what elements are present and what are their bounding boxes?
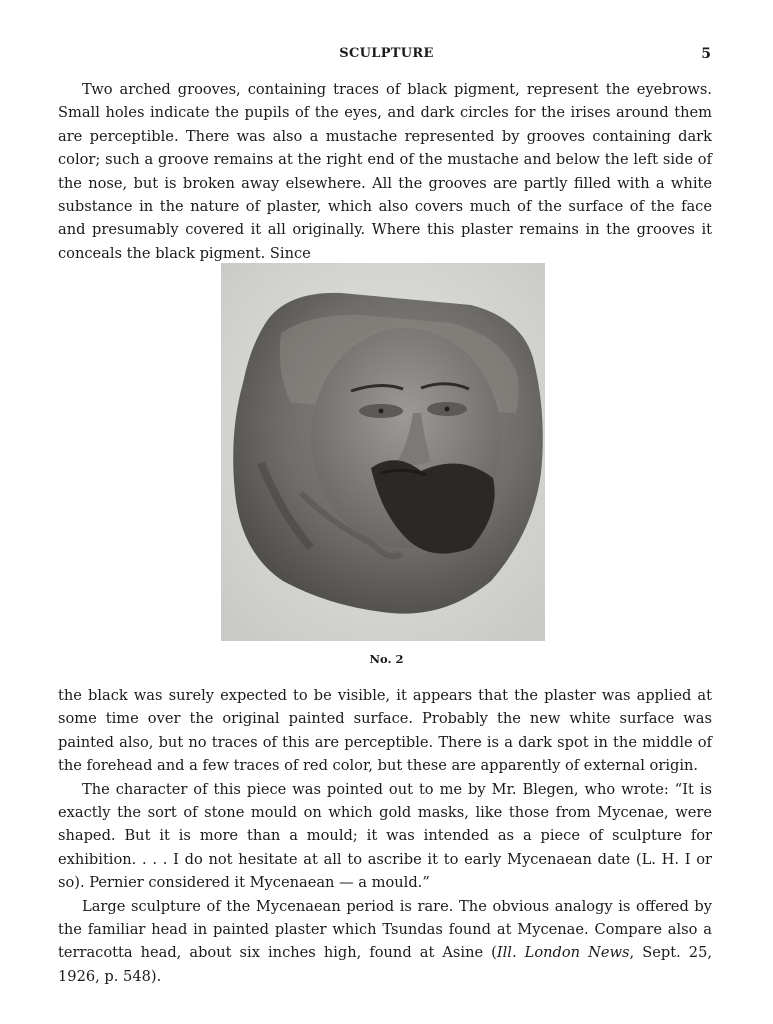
paragraph: Two arched grooves, containing traces of black pigment, represent the eyebrows. Small holes indicate the pupils of the eyes, and dark circles for the irises around them are perceptible. There was also a mustache represented by grooves containing dark color; such a groove remains at the right end of the mustache and below the left side of the nose, but is broken away elsewhere. All the grooves are partly filled with a white substance in the nature of plaster, which also covers much of the surface of the face and presumably covered it all originally. Where this plaster remains in the grooves it conceals the black pigment. Since xyxy=(58,81,712,262)
paragraph: the black was surely expected to be visible, it appears that the plaster was applied at some time over the original painted surface. Probably the new white surface was painted also, but no traces of this are perceptible. There is a dark spot in the middle of the forehead and a few traces of red color, but these are apparently of external origin. xyxy=(58,687,712,775)
text-run: , Sept. 25, 1926, p. 548). xyxy=(58,944,713,985)
page-header xyxy=(0,46,773,66)
body-text-top xyxy=(58,78,712,265)
left-pupil xyxy=(379,409,384,414)
body-text-bottom xyxy=(58,684,712,988)
right-pupil xyxy=(445,407,450,412)
figure-photograph xyxy=(221,263,545,641)
running-title: SCULPTURE xyxy=(339,46,434,61)
figure-caption: No. 2 xyxy=(369,652,404,666)
sculpture-photo xyxy=(221,263,545,641)
citation-title: Ill. London News xyxy=(496,944,630,962)
text-run: Large sculpture of the Mycenaean period is rare. The obvious analogy is offered by the familiar head in painted plaster which Tsundas found at Mycenae. Compare also a terracotta head, about six inches high, found at Asine ( xyxy=(58,897,712,962)
paragraph xyxy=(58,895,712,989)
page-number: 5 xyxy=(701,46,711,62)
paragraph: The character of this piece was pointed out to me by Mr. Blegen, who wrote: “It is exactly the sort of stone mould on which gold masks, like those from Mycenae, were shaped. But it is more than a mould; it was intended as a piece of sculpture for exhibition. . . . I do not hesitate at all to ascribe it to early Mycenaean date (L. H. I or so). Pernier considered it Mycenaean — a mould.” xyxy=(58,780,712,892)
